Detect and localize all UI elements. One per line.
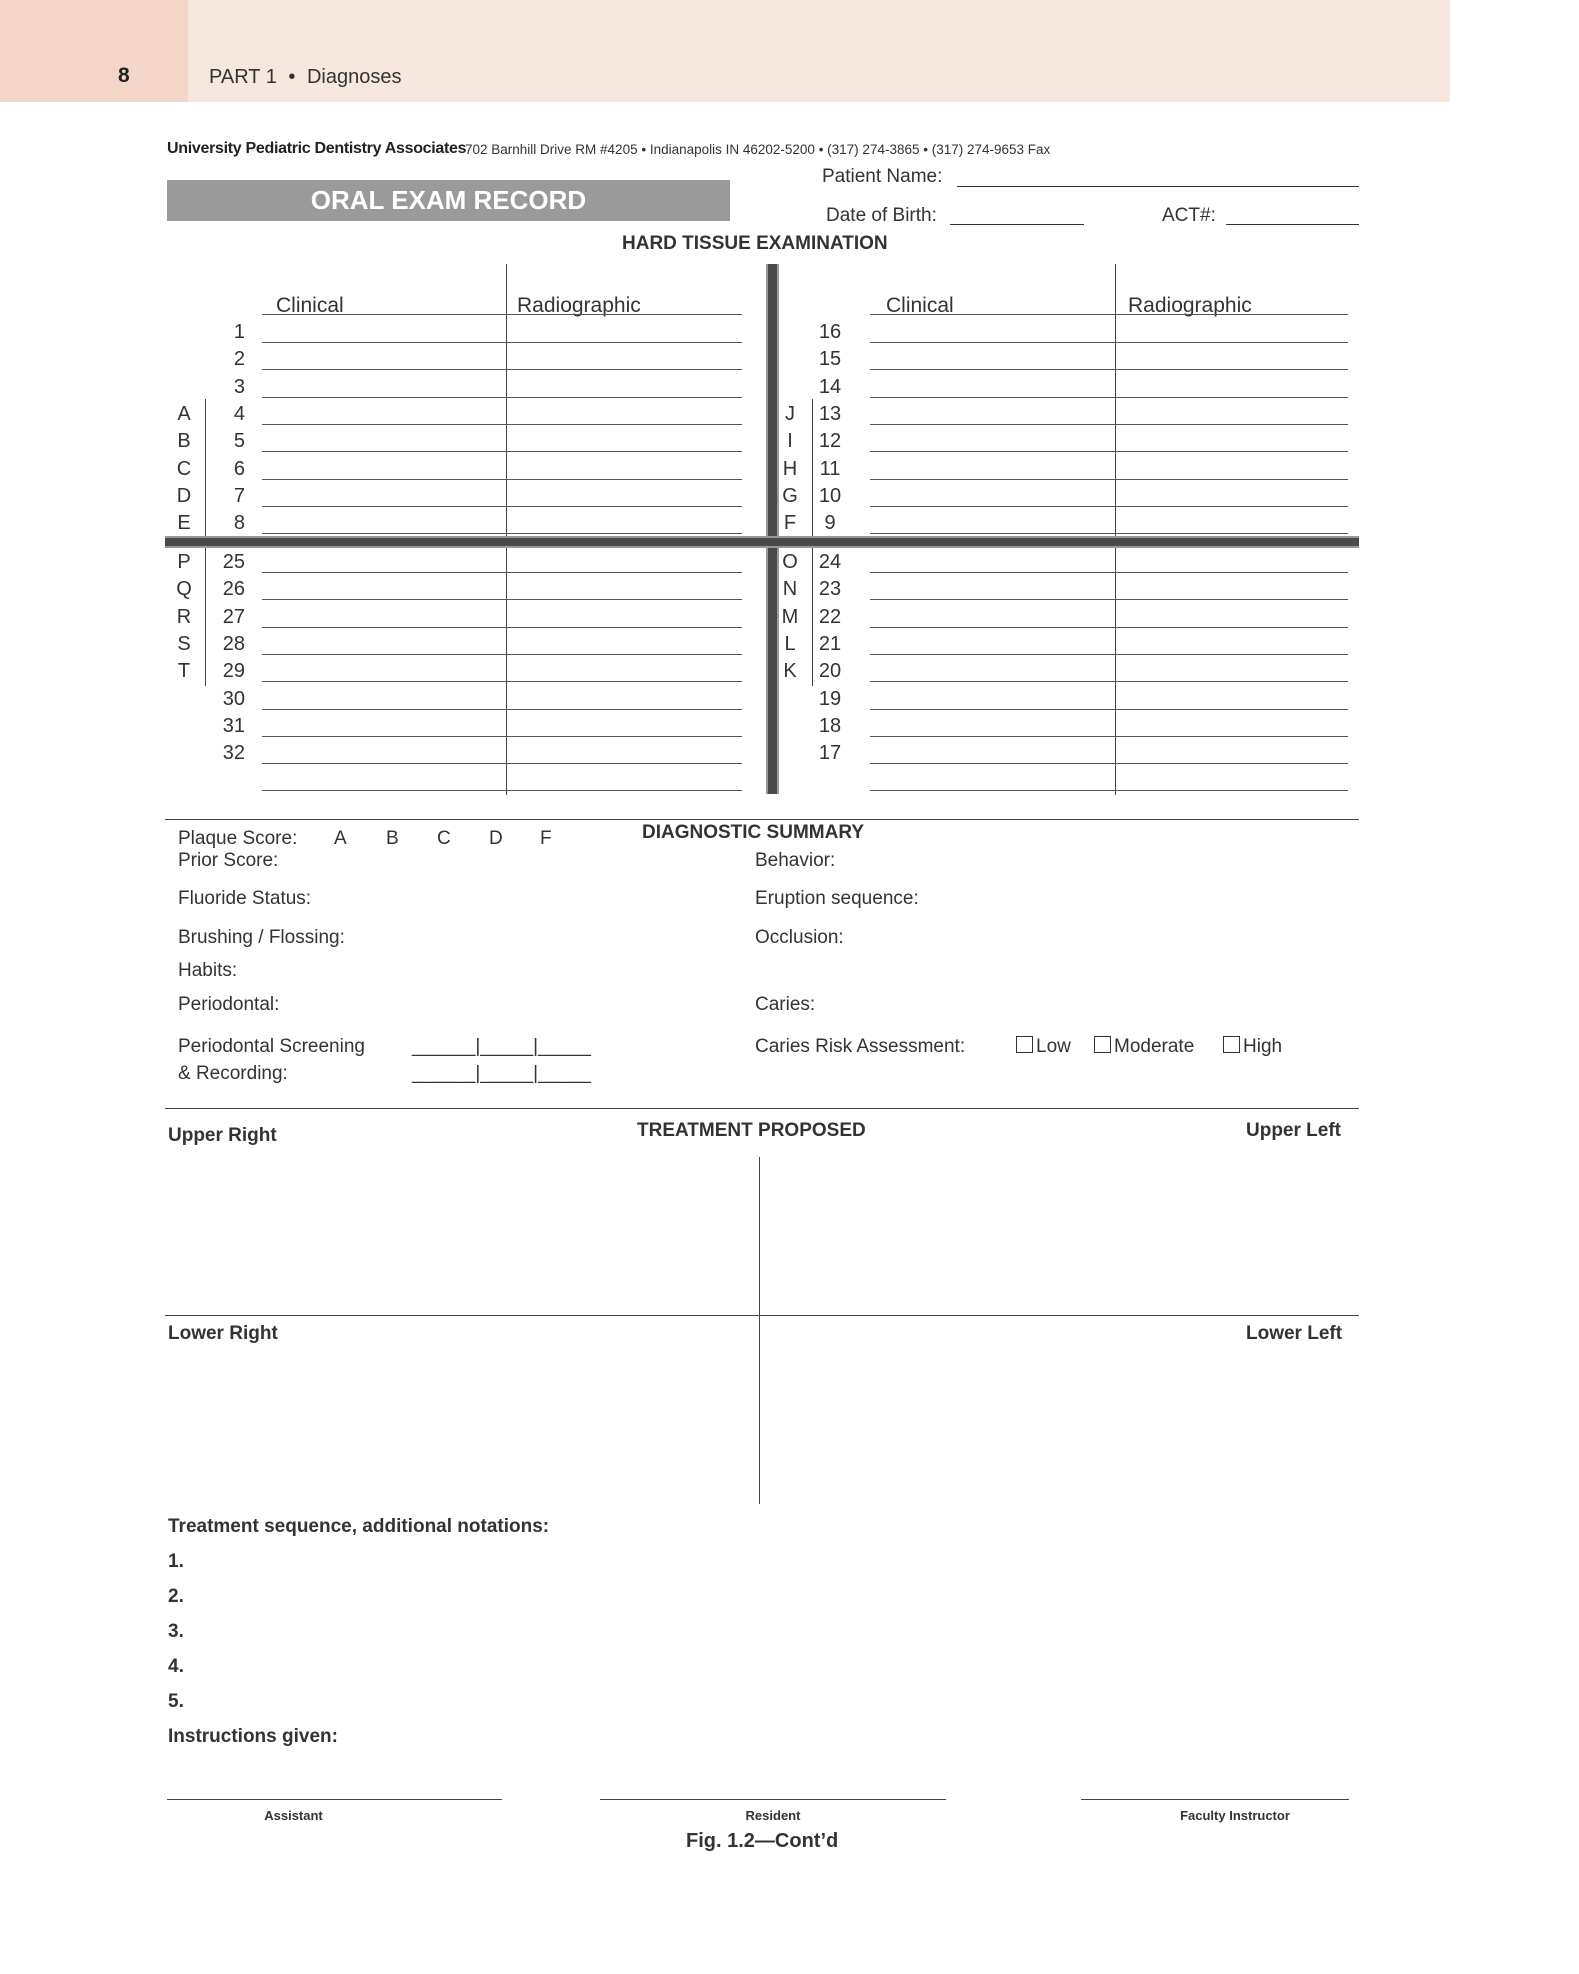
- primary-tooth-letter: M: [781, 605, 799, 628]
- diagnostic-summary-heading: DIAGNOSTIC SUMMARY: [642, 822, 865, 843]
- plaque-grade-b[interactable]: B: [386, 828, 399, 849]
- tooth-number: 19: [818, 687, 842, 710]
- separator-dot: •: [288, 66, 296, 88]
- tooth-row-line[interactable]: [262, 369, 742, 370]
- lower-right-label: Lower Right: [168, 1323, 278, 1344]
- risk-moderate-option[interactable]: [1094, 1036, 1194, 1058]
- plaque-grade-f[interactable]: F: [540, 828, 552, 849]
- tooth-row-line[interactable]: [870, 397, 1348, 398]
- running-head: [209, 66, 401, 89]
- checkbox-icon[interactable]: [1016, 1036, 1033, 1053]
- tooth-number: 20: [818, 660, 842, 683]
- tooth-row-line[interactable]: [262, 506, 742, 507]
- tooth-row-line[interactable]: [262, 451, 742, 452]
- tooth-number: 9: [824, 512, 836, 535]
- act-label: ACT#:: [1162, 205, 1216, 226]
- tooth-row-line[interactable]: [262, 709, 742, 710]
- column-divider: [506, 548, 507, 795]
- act-field[interactable]: [1226, 224, 1359, 225]
- header-rule: [262, 314, 742, 315]
- tooth-row-line[interactable]: [870, 790, 1348, 791]
- figure-caption: Fig. 1.2—Cont’d: [686, 1830, 839, 1852]
- primary-tooth-letter: Q: [176, 578, 192, 601]
- caries-risk-label: Caries Risk Assessment:: [755, 1036, 966, 1057]
- column-divider: [506, 264, 507, 538]
- faculty-instructor-label: Faculty Instructor: [1180, 1808, 1290, 1823]
- tooth-number: 8: [233, 512, 245, 535]
- hard-tissue-heading: HARD TISSUE EXAMINATION: [622, 233, 888, 254]
- tooth-number: 15: [818, 348, 842, 371]
- plaque-grade-d[interactable]: D: [489, 828, 503, 849]
- patient-name-label: Patient Name:: [822, 166, 943, 187]
- faculty-signature-line[interactable]: [1081, 1799, 1349, 1800]
- tooth-row-line[interactable]: [870, 654, 1348, 655]
- tooth-row-line[interactable]: [870, 709, 1348, 710]
- tooth-row-line[interactable]: [262, 342, 742, 343]
- perio-screening-label: Periodontal Screening: [178, 1036, 365, 1057]
- resident-signature-line[interactable]: [600, 1799, 946, 1800]
- tooth-number: 32: [222, 742, 245, 765]
- institution-name: University Pediatric Dentistry Associates: [167, 140, 467, 157]
- tooth-number: 14: [818, 375, 842, 398]
- checkbox-icon[interactable]: [1094, 1036, 1111, 1053]
- upper-left-label: Upper Left: [1246, 1120, 1341, 1141]
- tooth-row-line[interactable]: [870, 681, 1348, 682]
- prior-score-label: Prior Score:: [178, 850, 279, 871]
- primary-tooth-letter: J: [785, 402, 795, 425]
- tooth-row-line[interactable]: [262, 533, 742, 534]
- treatment-item-2: 2.: [168, 1586, 184, 1607]
- instructions-given-label: Instructions given:: [168, 1726, 338, 1747]
- upper-right-label: Upper Right: [168, 1125, 277, 1146]
- column-divider: [1115, 548, 1116, 795]
- habits-label: Habits:: [178, 960, 238, 981]
- treatment-item-1: 1.: [168, 1551, 184, 1572]
- treatment-horizontal-divider: [165, 1315, 1359, 1316]
- tooth-number: 26: [222, 578, 245, 601]
- eruption-sequence-label: Eruption sequence:: [755, 888, 919, 909]
- primary-tooth-letter: O: [782, 551, 798, 573]
- tooth-number: 1: [233, 321, 245, 343]
- treatment-item-5: 5.: [168, 1691, 184, 1712]
- tooth-row-line[interactable]: [870, 763, 1348, 764]
- treatment-vertical-divider: [759, 1157, 760, 1504]
- tooth-number: 18: [818, 714, 842, 737]
- tooth-number: 31: [222, 714, 245, 737]
- tooth-row-line[interactable]: [870, 736, 1348, 737]
- behavior-label: Behavior:: [755, 850, 836, 871]
- treatment-proposed-heading: TREATMENT PROPOSED: [637, 1120, 866, 1141]
- tooth-number: 6: [233, 457, 245, 480]
- primary-tooth-letter: E: [177, 512, 191, 535]
- tooth-row-line[interactable]: [262, 654, 742, 655]
- perio-recording-field[interactable]: ______|_____|_____: [412, 1063, 591, 1084]
- tooth-number: 25: [222, 551, 245, 573]
- tooth-number: 16: [818, 321, 842, 343]
- tooth-row-line[interactable]: [262, 397, 742, 398]
- primary-tooth-letter: B: [177, 430, 191, 453]
- primary-tooth-letter: C: [176, 457, 192, 480]
- section-label: Diagnoses: [306, 66, 402, 88]
- tooth-row-line[interactable]: [262, 790, 742, 791]
- tooth-row-line[interactable]: [262, 736, 742, 737]
- tooth-row-line[interactable]: [262, 424, 742, 425]
- col-clinical-left: Clinical: [276, 294, 344, 317]
- fluoride-status-label: Fluoride Status:: [178, 888, 312, 909]
- risk-moderate-label: Moderate: [1114, 1036, 1195, 1057]
- primary-tooth-letter: G: [782, 484, 798, 507]
- treatment-item-3: 3.: [168, 1621, 184, 1642]
- form-title: ORAL EXAM RECORD: [167, 180, 730, 221]
- assistant-signature-line[interactable]: [167, 1799, 502, 1800]
- primary-tooth-letter: R: [176, 605, 192, 628]
- tooth-row-line[interactable]: [870, 506, 1348, 507]
- tooth-number: 29: [222, 660, 245, 683]
- tooth-number: 11: [819, 457, 841, 480]
- col-clinical-right: Clinical: [886, 294, 954, 317]
- primary-tooth-letter: F: [783, 512, 797, 535]
- primary-tooth-letter: P: [177, 551, 191, 573]
- tooth-number: 22: [818, 605, 842, 628]
- institution-address: 702 Barnhill Drive RM #4205 • Indianapolis IN 46202-5200 • (317) 274-3865 • (317) 274-9653 Fax: [465, 142, 1051, 157]
- quadrant-horizontal-divider: [165, 536, 1359, 548]
- page-number: 8: [118, 64, 130, 87]
- plaque-score-label: Plaque Score:: [178, 828, 298, 849]
- part-label: PART 1: [209, 66, 277, 88]
- primary-tooth-letter: L: [784, 632, 796, 655]
- tooth-row-line[interactable]: [262, 479, 742, 480]
- plaque-grade-c[interactable]: C: [437, 828, 451, 849]
- col-radiographic-left: Radiographic: [517, 294, 641, 317]
- tooth-number: 5: [233, 430, 245, 453]
- section-rule: [165, 819, 1359, 820]
- tooth-number: 7: [233, 484, 245, 507]
- tooth-number: 28: [222, 632, 245, 655]
- occlusion-label: Occlusion:: [755, 927, 844, 948]
- tooth-row-line[interactable]: [262, 572, 742, 573]
- checkbox-icon[interactable]: [1223, 1036, 1240, 1053]
- primary-tooth-letter: N: [782, 578, 798, 601]
- caries-label: Caries:: [755, 994, 816, 1015]
- patient-name-field[interactable]: [957, 186, 1359, 187]
- perio-screening-field[interactable]: ______|_____|_____: [412, 1036, 591, 1057]
- tooth-number: 27: [222, 605, 245, 628]
- risk-high-label: High: [1243, 1036, 1283, 1057]
- brushing-flossing-label: Brushing / Flossing:: [178, 927, 345, 948]
- tooth-row-line[interactable]: [870, 533, 1348, 534]
- tooth-row-line[interactable]: [870, 479, 1348, 480]
- resident-label: Resident: [745, 1808, 801, 1823]
- tooth-row-line[interactable]: [870, 627, 1348, 628]
- tooth-row-line[interactable]: [870, 369, 1348, 370]
- tooth-row-line[interactable]: [870, 424, 1348, 425]
- page-number-block: [0, 0, 188, 102]
- primary-tooth-letter: T: [177, 660, 191, 683]
- treatment-item-4: 4.: [168, 1656, 184, 1677]
- tooth-row-line[interactable]: [870, 599, 1348, 600]
- treatment-sequence-label: Treatment sequence, additional notations:: [168, 1516, 550, 1537]
- tooth-number: 13: [818, 402, 842, 425]
- tooth-number: 30: [222, 687, 245, 710]
- tooth-number: 3: [233, 375, 245, 398]
- primary-tooth-letter: S: [177, 632, 191, 655]
- plaque-grade-a[interactable]: A: [334, 828, 347, 849]
- tooth-row-line[interactable]: [870, 342, 1348, 343]
- tooth-number: 17: [818, 742, 842, 765]
- periodontal-label: Periodontal:: [178, 994, 280, 1015]
- tooth-number: 4: [233, 402, 245, 425]
- primary-tooth-letter: I: [787, 430, 793, 453]
- assistant-label: Assistant: [264, 1808, 323, 1823]
- header-rule: [870, 314, 1348, 315]
- primary-tooth-letter: D: [176, 484, 192, 507]
- primary-tooth-letter: H: [782, 457, 798, 480]
- risk-low-option[interactable]: [1016, 1036, 1071, 1058]
- dob-field[interactable]: [950, 224, 1084, 225]
- tooth-row-line[interactable]: [262, 599, 742, 600]
- tooth-row-line[interactable]: [262, 627, 742, 628]
- primary-tooth-letter: K: [783, 660, 797, 683]
- tooth-number: 12: [818, 430, 842, 453]
- section-rule: [165, 1108, 1359, 1109]
- tooth-number: 23: [818, 578, 842, 601]
- col-radiographic-right: Radiographic: [1128, 294, 1252, 317]
- dob-label: Date of Birth:: [826, 205, 937, 226]
- tooth-number: 2: [233, 348, 245, 371]
- tooth-number: 24: [818, 551, 842, 573]
- tooth-row-line[interactable]: [870, 451, 1348, 452]
- tooth-row-line[interactable]: [262, 763, 742, 764]
- perio-recording-label: & Recording:: [178, 1063, 288, 1084]
- tooth-number: 10: [818, 484, 842, 507]
- risk-high-option[interactable]: [1223, 1036, 1282, 1058]
- lower-left-label: Lower Left: [1246, 1323, 1343, 1344]
- primary-tooth-letter: A: [177, 402, 191, 425]
- tooth-row-line[interactable]: [262, 681, 742, 682]
- risk-low-label: Low: [1036, 1036, 1071, 1057]
- tooth-row-line[interactable]: [870, 572, 1348, 573]
- tooth-number: 21: [818, 632, 842, 655]
- column-divider: [1115, 264, 1116, 538]
